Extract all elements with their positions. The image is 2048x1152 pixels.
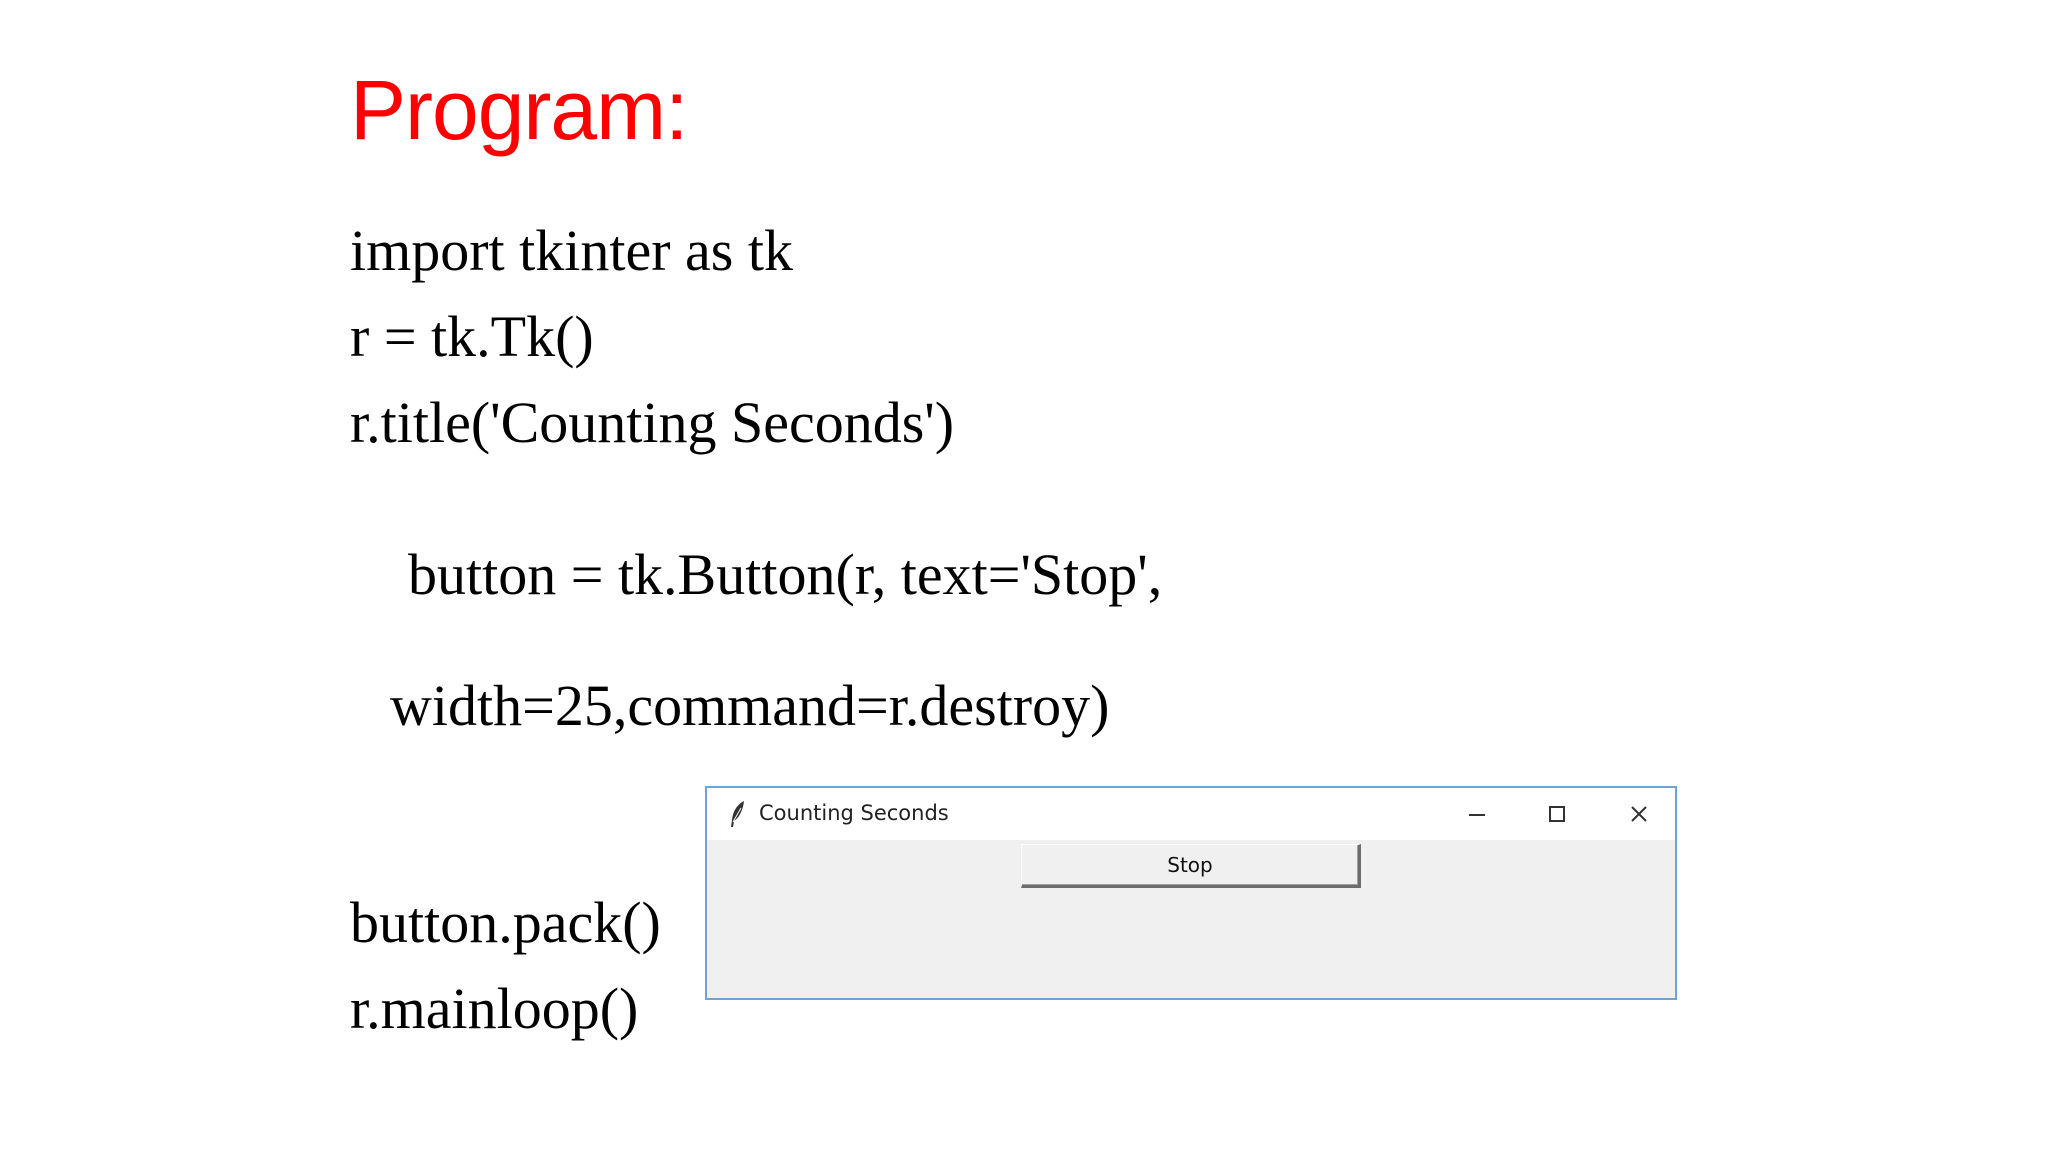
code-line: import tkinter as tk: [350, 218, 793, 283]
code-line: r = tk.Tk(): [350, 304, 594, 369]
close-icon: [1628, 803, 1650, 825]
slide-title: Program:: [350, 63, 688, 157]
minimize-icon: [1466, 803, 1488, 825]
code-line-continuation: width=25,command=r.destroy): [390, 673, 1110, 738]
tk-window-title: Counting Seconds: [759, 801, 949, 825]
stop-button[interactable]: Stop: [1021, 844, 1361, 888]
minimize-button[interactable]: [1449, 794, 1505, 834]
tk-titlebar[interactable]: [707, 788, 1675, 840]
close-button[interactable]: [1611, 794, 1667, 834]
maximize-icon: [1546, 803, 1568, 825]
code-line: button.pack(): [350, 890, 661, 955]
tk-feather-icon: [729, 800, 747, 828]
code-line: r.title('Counting Seconds'): [350, 390, 955, 455]
maximize-button[interactable]: [1529, 794, 1585, 834]
code-line: r.mainloop(): [350, 976, 639, 1041]
code-line-part: button = tk.Button(r, text='Stop',: [408, 542, 1163, 607]
tk-window: [705, 786, 1677, 1000]
